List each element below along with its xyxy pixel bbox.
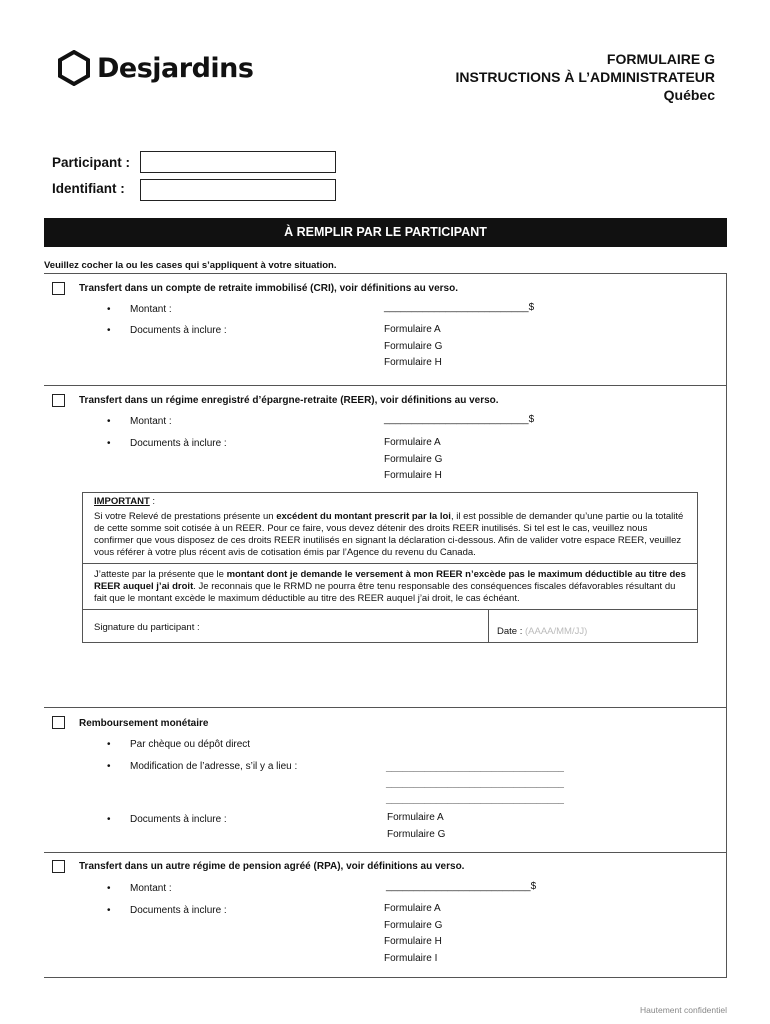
montant-label: Montant : [130, 304, 172, 315]
identifiant-field[interactable] [140, 179, 336, 201]
document-item: Formulaire G [384, 340, 443, 352]
date-field[interactable] [489, 610, 697, 642]
bullet: • [107, 304, 111, 315]
documents-label: Documents à inclure : [130, 325, 227, 336]
identifiant-label: Identifiant : [52, 181, 125, 196]
form-title-line: FORMULAIRE G [606, 51, 715, 67]
bullet: • [107, 883, 111, 894]
documents-list [384, 901, 442, 967]
montant-field[interactable]: __________________________$ [384, 414, 535, 425]
section-banner: À REMPLIR PAR LE PARTICIPANT [44, 218, 727, 247]
reer-title: Transfert dans un régime enregistré d’épargne-retraite (REER), voir définitions au verso. [79, 395, 499, 406]
document-item: Formulaire G [384, 453, 443, 465]
cri-title: Transfert dans un compte de retraite immobilisé (CRI), voir définitions au verso. [79, 283, 458, 294]
documents-list [384, 435, 442, 485]
attestation-paragraph [83, 564, 697, 610]
signature-row [83, 610, 697, 642]
important-heading: IMPORTANT [94, 496, 150, 507]
date-label: Date : [497, 626, 525, 637]
documents-list [384, 322, 442, 372]
address-line[interactable]: ________________________________ [386, 778, 564, 789]
important-text-bold: excédent du montant prescrit par la loi [276, 511, 451, 522]
section-remboursement [44, 707, 727, 852]
participant-field[interactable] [140, 151, 336, 173]
document-item: Formulaire H [384, 936, 442, 947]
section-cri [44, 273, 727, 385]
document-item: Formulaire G [384, 919, 443, 931]
bullet: • [107, 905, 111, 916]
address-line[interactable]: ________________________________ [386, 794, 564, 805]
rpa-title: Transfert dans un autre régime de pension agréé (RPA), voir définitions au verso. [79, 861, 465, 872]
form-title [455, 50, 715, 104]
document-item: Formulaire G [387, 828, 446, 840]
document-item: Formulaire A [387, 812, 444, 823]
document-item: Formulaire I [384, 952, 438, 964]
bullet: • [107, 438, 111, 449]
bullet: • [107, 325, 111, 336]
confidential-footer: Hautement confidentiel [640, 1005, 727, 1015]
attestation-text-part: J’atteste par la présente que le [94, 569, 227, 580]
document-item: Formulaire H [384, 470, 442, 481]
instructions-text: Veuillez cocher la ou les cases qui s’appliquent à votre situation. [44, 260, 337, 271]
cheque-option: Par chèque ou dépôt direct [130, 739, 251, 750]
rpa-checkbox[interactable] [52, 860, 65, 873]
signature-field[interactable] [83, 610, 489, 642]
signature-label: Signature du participant : [94, 622, 200, 633]
bullet: • [107, 416, 111, 427]
important-text [94, 511, 686, 559]
important-paragraph [83, 493, 697, 564]
important-text-part: , il est possible de demander qu’une partie ou la totalité de cette somme soit cotisée à un REER. Pour ce faire, vous devez détenir des droits REER inutilisés. Si tel est le cas, veuillez nous confirmer que vous disposez de ces droits REER inutilisés en signant la déclaration ci-dessous. Afin de valider votre espace REER, veuillez vous référer à votre plus récent avis de cotisation émis par l’Agence du revenu du Canada. [94, 511, 684, 558]
bullet: • [107, 761, 111, 772]
date-placeholder: (AAAA/MM/JJ) [525, 626, 588, 637]
document-item: Formulaire H [384, 357, 442, 368]
section-rpa [44, 852, 727, 978]
important-text-part: Si votre Relevé de prestations présente un [94, 511, 277, 522]
participant-label: Participant : [52, 155, 131, 170]
form-title-line: Québec [663, 87, 715, 103]
attestation-text-bold: montant dont je demande le versement à mon REER n’excède pas le maximum déductible au titre des REER auquel j’ai droit [94, 569, 686, 592]
address-line[interactable]: ________________________________ [386, 762, 564, 773]
documents-label: Documents à inclure : [130, 814, 227, 825]
documents-label: Documents à inclure : [130, 905, 227, 916]
remboursement-checkbox[interactable] [52, 716, 65, 729]
section-reer [44, 385, 727, 707]
attestation-text-part: . Je reconnais que le RRMD ne pourra être tenu responsable des conséquences fiscales défavorables résultant du fait que le montant excède le maximum déductible au titre des REER auquel j’ai droit, le cas échéant. [94, 581, 676, 604]
bullet: • [107, 739, 111, 750]
documents-label: Documents à inclure : [130, 438, 227, 449]
important-box [82, 492, 698, 643]
logo-text: Desjardins [97, 52, 254, 84]
important-heading-suffix: : [149, 496, 156, 507]
reer-checkbox[interactable] [52, 394, 65, 407]
montant-label: Montant : [130, 416, 172, 427]
document-item: Formulaire A [384, 324, 441, 335]
document-item: Formulaire A [384, 437, 441, 448]
cri-checkbox[interactable] [52, 282, 65, 295]
hexagon-logo-icon [57, 50, 91, 86]
document-item: Formulaire A [384, 903, 441, 914]
remboursement-title: Remboursement monétaire [79, 718, 209, 729]
address-change-label: Modification de l’adresse, s’il y a lieu : [130, 761, 298, 772]
bullet: • [107, 814, 111, 825]
montant-field[interactable]: __________________________$ [384, 302, 535, 313]
documents-list [387, 810, 445, 843]
address-lines[interactable] [386, 760, 564, 808]
montant-field[interactable]: __________________________$ [386, 881, 537, 892]
desjardins-logo [57, 50, 253, 86]
montant-label: Montant : [130, 883, 172, 894]
form-title-line: INSTRUCTIONS À L’ADMINISTRATEUR [455, 69, 715, 85]
